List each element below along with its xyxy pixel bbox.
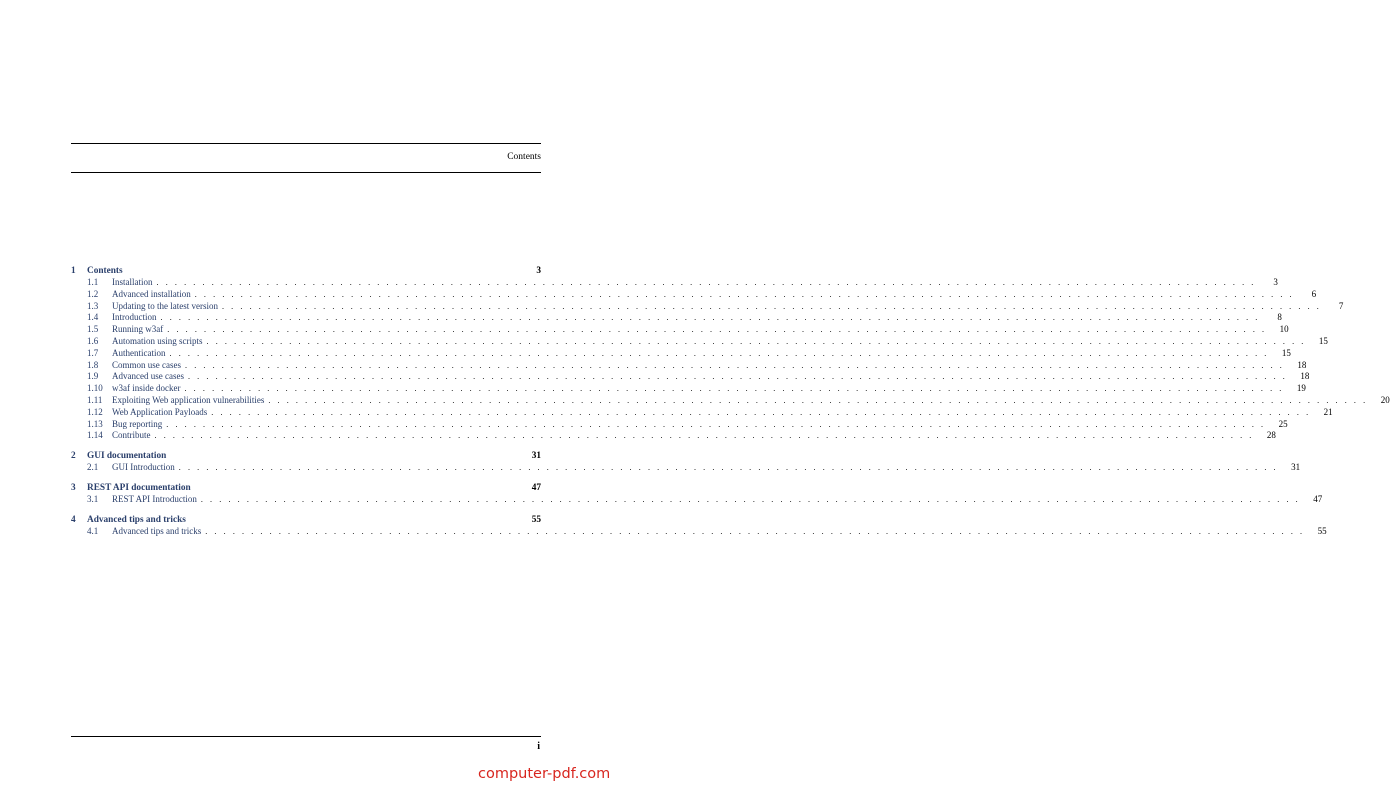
toc-chapter-title: REST API documentation: [87, 482, 191, 493]
toc-dot-leader: . . . . . . . . . . . . . . . . . . . . . . . . . . . . . . . . . . . . . . . . . . . . . . . . . . . . . . . . . . . . . . . . . . . . . . . . . . . . . . . . . . . . . . . . . . . . . . . . . . . . . . . . . . . . . . . . . . . . . . . .: [206, 336, 1306, 346]
toc-section-link[interactable]: [71, 383, 1306, 395]
toc-dot-leader: . . . . . . . . . . . . . . . . . . . . . . . . . . . . . . . . . . . . . . . . . . . . . . . . . . . . . . . . . . . . . . . . . . . . . . . . . . . . . . . . . . . . . . . . . . . . . . . . . . . . . . . . . . . . . . . . . . . . . . . .: [221, 301, 1322, 311]
toc-section-link[interactable]: [71, 371, 1310, 383]
toc-chapter-title: Contents: [87, 266, 123, 276]
toc-section-page: 31: [1291, 462, 1301, 473]
toc-chapter-link[interactable]: [71, 450, 541, 462]
toc-chapter: [71, 482, 1323, 506]
toc-section-page: 18: [1300, 371, 1310, 382]
toc-section-link[interactable]: [71, 288, 1317, 301]
toc-section-number: 1.5: [87, 324, 99, 335]
toc-section-link[interactable]: [71, 312, 1282, 324]
toc-section-page: 7: [1338, 300, 1344, 311]
page-number: i: [537, 741, 540, 752]
toc-chapter-page: 3: [536, 266, 541, 276]
toc-dot-leader: . . . . . . . . . . . . . . . . . . . . . . . . . . . . . . . . . . . . . . . . . . . . . . . . . . . . . . . . . . . . . . . . . . . . . . . . . . . . . . . . . . . . . . . . . . . . . . . . . . . . . . . . . . . . . . . . . . . . . . . .: [194, 289, 1295, 299]
toc-dot-leader: . . . . . . . . . . . . . . . . . . . . . . . . . . . . . . . . . . . . . . . . . . . . . . . . . . . . . . . . . . . . . . . . . . . . . . . . . . . . . . . . . . . . . . . . . . . . . . . . . . . . . . . . . . . . . . . . . . . . . . . .: [178, 463, 1279, 473]
toc-dot-leader: . . . . . . . . . . . . . . . . . . . . . . . . . . . . . . . . . . . . . . . . . . . . . . . . . . . . . . . . . . . . . . . . . . . . . . . . . . . . . . . . . . . . . . . . . . . . . . . . . . . . . . . . . . . . . . . . . . . . . . . .: [169, 348, 1269, 358]
toc-section-page: 55: [1317, 525, 1327, 536]
toc-section-link[interactable]: [71, 430, 1276, 442]
toc-section-page: 8: [1277, 312, 1282, 323]
toc-dot-leader: . . . . . . . . . . . . . . . . . . . . . . . . . . . . . . . . . . . . . . . . . . . . . . . . . . . . . . . . . . . . . . . . . . . . . . . . . . . . . . . . . . . . . . . . . . . . . . . . . . . . . . . . . . . . . . . . . . . . . . . .: [205, 526, 1305, 536]
toc-section-title: Installation: [112, 277, 153, 287]
toc-section-title: Automation using scripts: [112, 335, 203, 346]
toc-section-link[interactable]: [71, 525, 1327, 538]
header-bottom-rule: [71, 172, 541, 173]
toc-chapter-link[interactable]: [71, 265, 541, 277]
toc-section-link[interactable]: [71, 394, 1390, 407]
toc-section-title: Bug reporting: [112, 418, 163, 429]
toc-section-title: Web Application Payloads: [112, 406, 208, 417]
toc-section-link[interactable]: [71, 359, 1307, 372]
toc-section-title: GUI Introduction: [112, 462, 175, 473]
toc-section-page: 6: [1311, 288, 1317, 299]
toc-section-number: 4.1: [87, 525, 99, 536]
running-header-title: Contents: [507, 152, 541, 162]
toc-section-link[interactable]: [71, 300, 1344, 313]
toc-section-page: 15: [1281, 347, 1291, 358]
toc-section-title: Advanced use cases: [112, 371, 184, 382]
toc-dot-leader: . . . . . . . . . . . . . . . . . . . . . . . . . . . . . . . . . . . . . . . . . . . . . . . . . . . . . . . . . . . . . . . . . . . . . . . . . . . . . . . . . . . . . . . . . . . . . . . . . . . . . . . . . . . . . . . . . . . . . . . .: [156, 278, 1256, 287]
toc-chapter-page: 47: [531, 482, 541, 493]
toc-section-title: Common use cases: [112, 359, 181, 370]
toc-section-page: 47: [1313, 493, 1323, 504]
toc-chapter-link[interactable]: [71, 514, 541, 526]
toc-section-page: 19: [1296, 383, 1306, 394]
toc-section-title: Contribute: [112, 430, 151, 441]
footer-rule: [71, 736, 541, 737]
toc-section-page: 10: [1279, 324, 1289, 335]
toc-chapter-link[interactable]: [71, 482, 541, 494]
toc-section-number: 1.2: [87, 288, 99, 299]
toc-chapter-number: 2: [71, 451, 76, 462]
toc-section-number: 2.1: [87, 462, 99, 473]
toc-section-number: 1.8: [87, 359, 99, 370]
toc-chapter: [71, 265, 1390, 442]
toc-chapter-number: 3: [71, 482, 76, 493]
toc-section-link[interactable]: [71, 347, 1291, 360]
toc-section-page: 18: [1297, 359, 1307, 370]
toc-section-title: Running w3af: [112, 324, 164, 335]
toc-chapter: [71, 514, 1327, 538]
toc-section-number: 1.6: [87, 335, 99, 346]
toc-section-number: 1.14: [87, 430, 103, 441]
toc-section-number: 1.9: [87, 371, 99, 382]
toc-section-page: 28: [1266, 430, 1276, 441]
toc-section-link[interactable]: [71, 493, 1323, 506]
toc-section-number: 1.10: [87, 383, 103, 394]
toc-section-title: Advanced tips and tricks: [112, 525, 202, 536]
toc-chapter-number: 1: [71, 266, 76, 276]
toc-dot-leader: . . . . . . . . . . . . . . . . . . . . . . . . . . . . . . . . . . . . . . . . . . . . . . . . . . . . . . . . . . . . . . . . . . . . . . . . . . . . . . . . . . . . . . . . . . . . . . . . . . . . . . . . . . . . . . . . . . . . . . . .: [200, 494, 1301, 504]
toc-section-number: 1.12: [87, 406, 103, 417]
watermark-link[interactable]: computer-pdf.com: [478, 766, 611, 782]
toc-dot-leader: . . . . . . . . . . . . . . . . . . . . . . . . . . . . . . . . . . . . . . . . . . . . . . . . . . . . . . . . . . . . . . . . . . . . . . . . . . . . . . . . . . . . . . . . . . . . . . . . . . . . . . . . . . . . . . . . . . . . . . . .: [160, 313, 1260, 323]
toc-section-page: 21: [1323, 406, 1333, 417]
toc-chapter: [71, 450, 1301, 474]
toc-section-title: Authentication: [112, 347, 166, 358]
toc-dot-leader: . . . . . . . . . . . . . . . . . . . . . . . . . . . . . . . . . . . . . . . . . . . . . . . . . . . . . . . . . . . . . . . . . . . . . . . . . . . . . . . . . . . . . . . . . . . . . . . . . . . . . . . . . . . . . . . . . . . . . . . .: [184, 384, 1284, 394]
toc-chapter-page: 55: [531, 514, 541, 525]
toc-chapter-title: Advanced tips and tricks: [87, 514, 186, 525]
toc-section-number: 1.11: [87, 394, 103, 405]
toc-section-page: 25: [1278, 418, 1288, 429]
toc-dot-leader: . . . . . . . . . . . . . . . . . . . . . . . . . . . . . . . . . . . . . . . . . . . . . . . . . . . . . . . . . . . . . . . . . . . . . . . . . . . . . . . . . . . . . . . . . . . . . . . . . . . . . . . . . . . . . . . . . . . . . . . .: [154, 431, 1254, 441]
toc-dot-leader: . . . . . . . . . . . . . . . . . . . . . . . . . . . . . . . . . . . . . . . . . . . . . . . . . . . . . . . . . . . . . . . . . . . . . . . . . . . . . . . . . . . . . . . . . . . . . . . . . . . . . . . . . . . . . . . . . . . . . . . .: [211, 407, 1311, 417]
toc-section-link[interactable]: [71, 277, 1278, 289]
toc-chapter-title: GUI documentation: [87, 451, 167, 462]
toc-dot-leader: . . . . . . . . . . . . . . . . . . . . . . . . . . . . . . . . . . . . . . . . . . . . . . . . . . . . . . . . . . . . . . . . . . . . . . . . . . . . . . . . . . . . . . . . . . . . . . . . . . . . . . . . . . . . . . . . . . . . . . . .: [166, 419, 1266, 429]
toc-section-page: 15: [1318, 335, 1328, 346]
toc-section-number: 1.7: [87, 347, 99, 358]
toc-section-number: 1.13: [87, 418, 103, 429]
toc-section-number: 1.3: [87, 300, 99, 311]
toc-dot-leader: . . . . . . . . . . . . . . . . . . . . . . . . . . . . . . . . . . . . . . . . . . . . . . . . . . . . . . . . . . . . . . . . . . . . . . . . . . . . . . . . . . . . . . . . . . . . . . . . . . . . . . . . . . . . . . . . . . . . . . . .: [268, 395, 1368, 405]
toc-section-page: 3: [1273, 277, 1278, 287]
toc-section-link[interactable]: [71, 324, 1289, 336]
toc-section-title: Introduction: [112, 312, 157, 323]
toc-section-page: 20: [1380, 394, 1390, 405]
table-of-contents: [71, 265, 1390, 546]
toc-chapter-number: 4: [71, 514, 76, 525]
toc-section-number: 3.1: [87, 493, 99, 504]
toc-section-number: 1.4: [87, 312, 99, 323]
toc-section-title: Updating to the latest version: [112, 300, 218, 311]
toc-section-title: Exploiting Web application vulnerabilities: [112, 394, 265, 405]
toc-dot-leader: . . . . . . . . . . . . . . . . . . . . . . . . . . . . . . . . . . . . . . . . . . . . . . . . . . . . . . . . . . . . . . . . . . . . . . . . . . . . . . . . . . . . . . . . . . . . . . . . . . . . . . . . . . . . . . . . . . . . . . . .: [167, 325, 1267, 335]
toc-chapter-page: 31: [531, 451, 541, 462]
header-top-rule: [71, 143, 541, 144]
toc-dot-leader: . . . . . . . . . . . . . . . . . . . . . . . . . . . . . . . . . . . . . . . . . . . . . . . . . . . . . . . . . . . . . . . . . . . . . . . . . . . . . . . . . . . . . . . . . . . . . . . . . . . . . . . . . . . . . . . . . . . . . . . .: [187, 372, 1288, 382]
toc-section-title: Advanced installation: [112, 288, 191, 299]
toc-section-link[interactable]: [71, 418, 1288, 431]
toc-section-title: REST API Introduction: [112, 493, 197, 504]
toc-section-link[interactable]: [71, 335, 1328, 348]
toc-section-link[interactable]: [71, 406, 1333, 419]
toc-dot-leader: . . . . . . . . . . . . . . . . . . . . . . . . . . . . . . . . . . . . . . . . . . . . . . . . . . . . . . . . . . . . . . . . . . . . . . . . . . . . . . . . . . . . . . . . . . . . . . . . . . . . . . . . . . . . . . . . . . . . . . . .: [185, 360, 1285, 370]
toc-section-number: 1.1: [87, 277, 99, 287]
toc-section-link[interactable]: [71, 462, 1301, 474]
toc-section-title: w3af inside docker: [112, 383, 181, 394]
